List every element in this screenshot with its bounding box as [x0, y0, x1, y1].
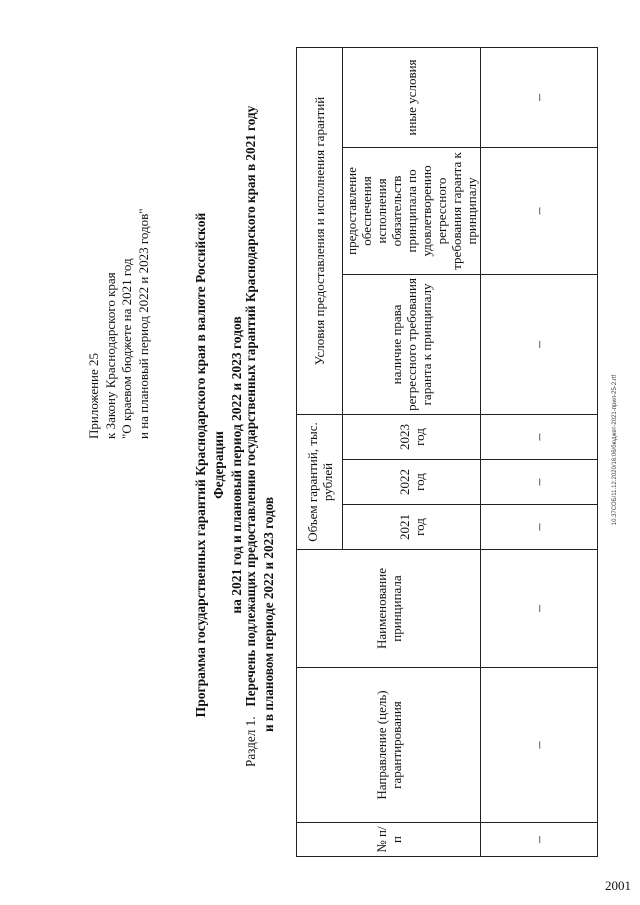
table-cell: –: [481, 505, 598, 550]
guarantees-table: [296, 47, 598, 857]
document-title: [192, 185, 246, 745]
section-heading-line: и в плановом периоде 2022 и 2023 годов: [261, 496, 276, 732]
appendix-line: к Закону Краснодарского края: [102, 272, 118, 439]
side-note: 10.37СОБ/11.12.2020/16:06/бюджет-2021-прил-25-2.rtf: [612, 374, 618, 526]
appendix-block: [86, 0, 152, 439]
header-regress-right: наличие права регрессного требования гаранта к принципалу: [343, 274, 481, 414]
table-cell: –: [481, 668, 598, 823]
page-number: 2001: [605, 878, 631, 893]
appendix-line: Приложение 25: [86, 352, 101, 439]
header-year-2023: 2023 год: [343, 414, 481, 459]
section-label: Раздел 1.: [243, 716, 258, 767]
header-security: предоставление обеспечения исполнения обязательств принципала по удовлетворению регрессного требования гаранта к принципалу: [343, 147, 481, 274]
header-conditions: Условия предоставления и исполнения гарантий: [297, 47, 343, 414]
title-line: Программа государственных гарантий Краснодарского края в валюте Российской Федерации: [193, 212, 226, 718]
table-cell: –: [481, 414, 598, 459]
header-principal: Наименование принципала: [297, 550, 481, 668]
table-cell: –: [481, 823, 598, 857]
header-volume: Объем гарантий, тыс. рублей: [297, 414, 343, 549]
table-cell: –: [481, 147, 598, 274]
section-heading: [242, 7, 278, 767]
table-cell: –: [481, 460, 598, 505]
header-direction: Направление (цель) гарантирования: [297, 668, 481, 823]
table-cell: –: [481, 274, 598, 414]
header-year-2021: 2021 год: [343, 505, 481, 550]
section-heading-line: Перечень подлежащих предоставлению государственных гарантий Краснодарского края в 2021 году: [243, 105, 258, 707]
table-cell: –: [481, 550, 598, 668]
appendix-line: и на плановый период 2022 и 2023 годов": [135, 208, 151, 439]
title-line: на 2021 год и плановый период 2022 и 2023 годов: [229, 316, 244, 614]
header-other-conditions: иные условия: [343, 47, 481, 147]
header-num: № п/п: [297, 823, 481, 857]
table-cell: –: [481, 47, 598, 147]
appendix-line: "О краевом бюджете на 2021 год: [119, 258, 134, 439]
header-year-2022: 2022 год: [343, 460, 481, 505]
